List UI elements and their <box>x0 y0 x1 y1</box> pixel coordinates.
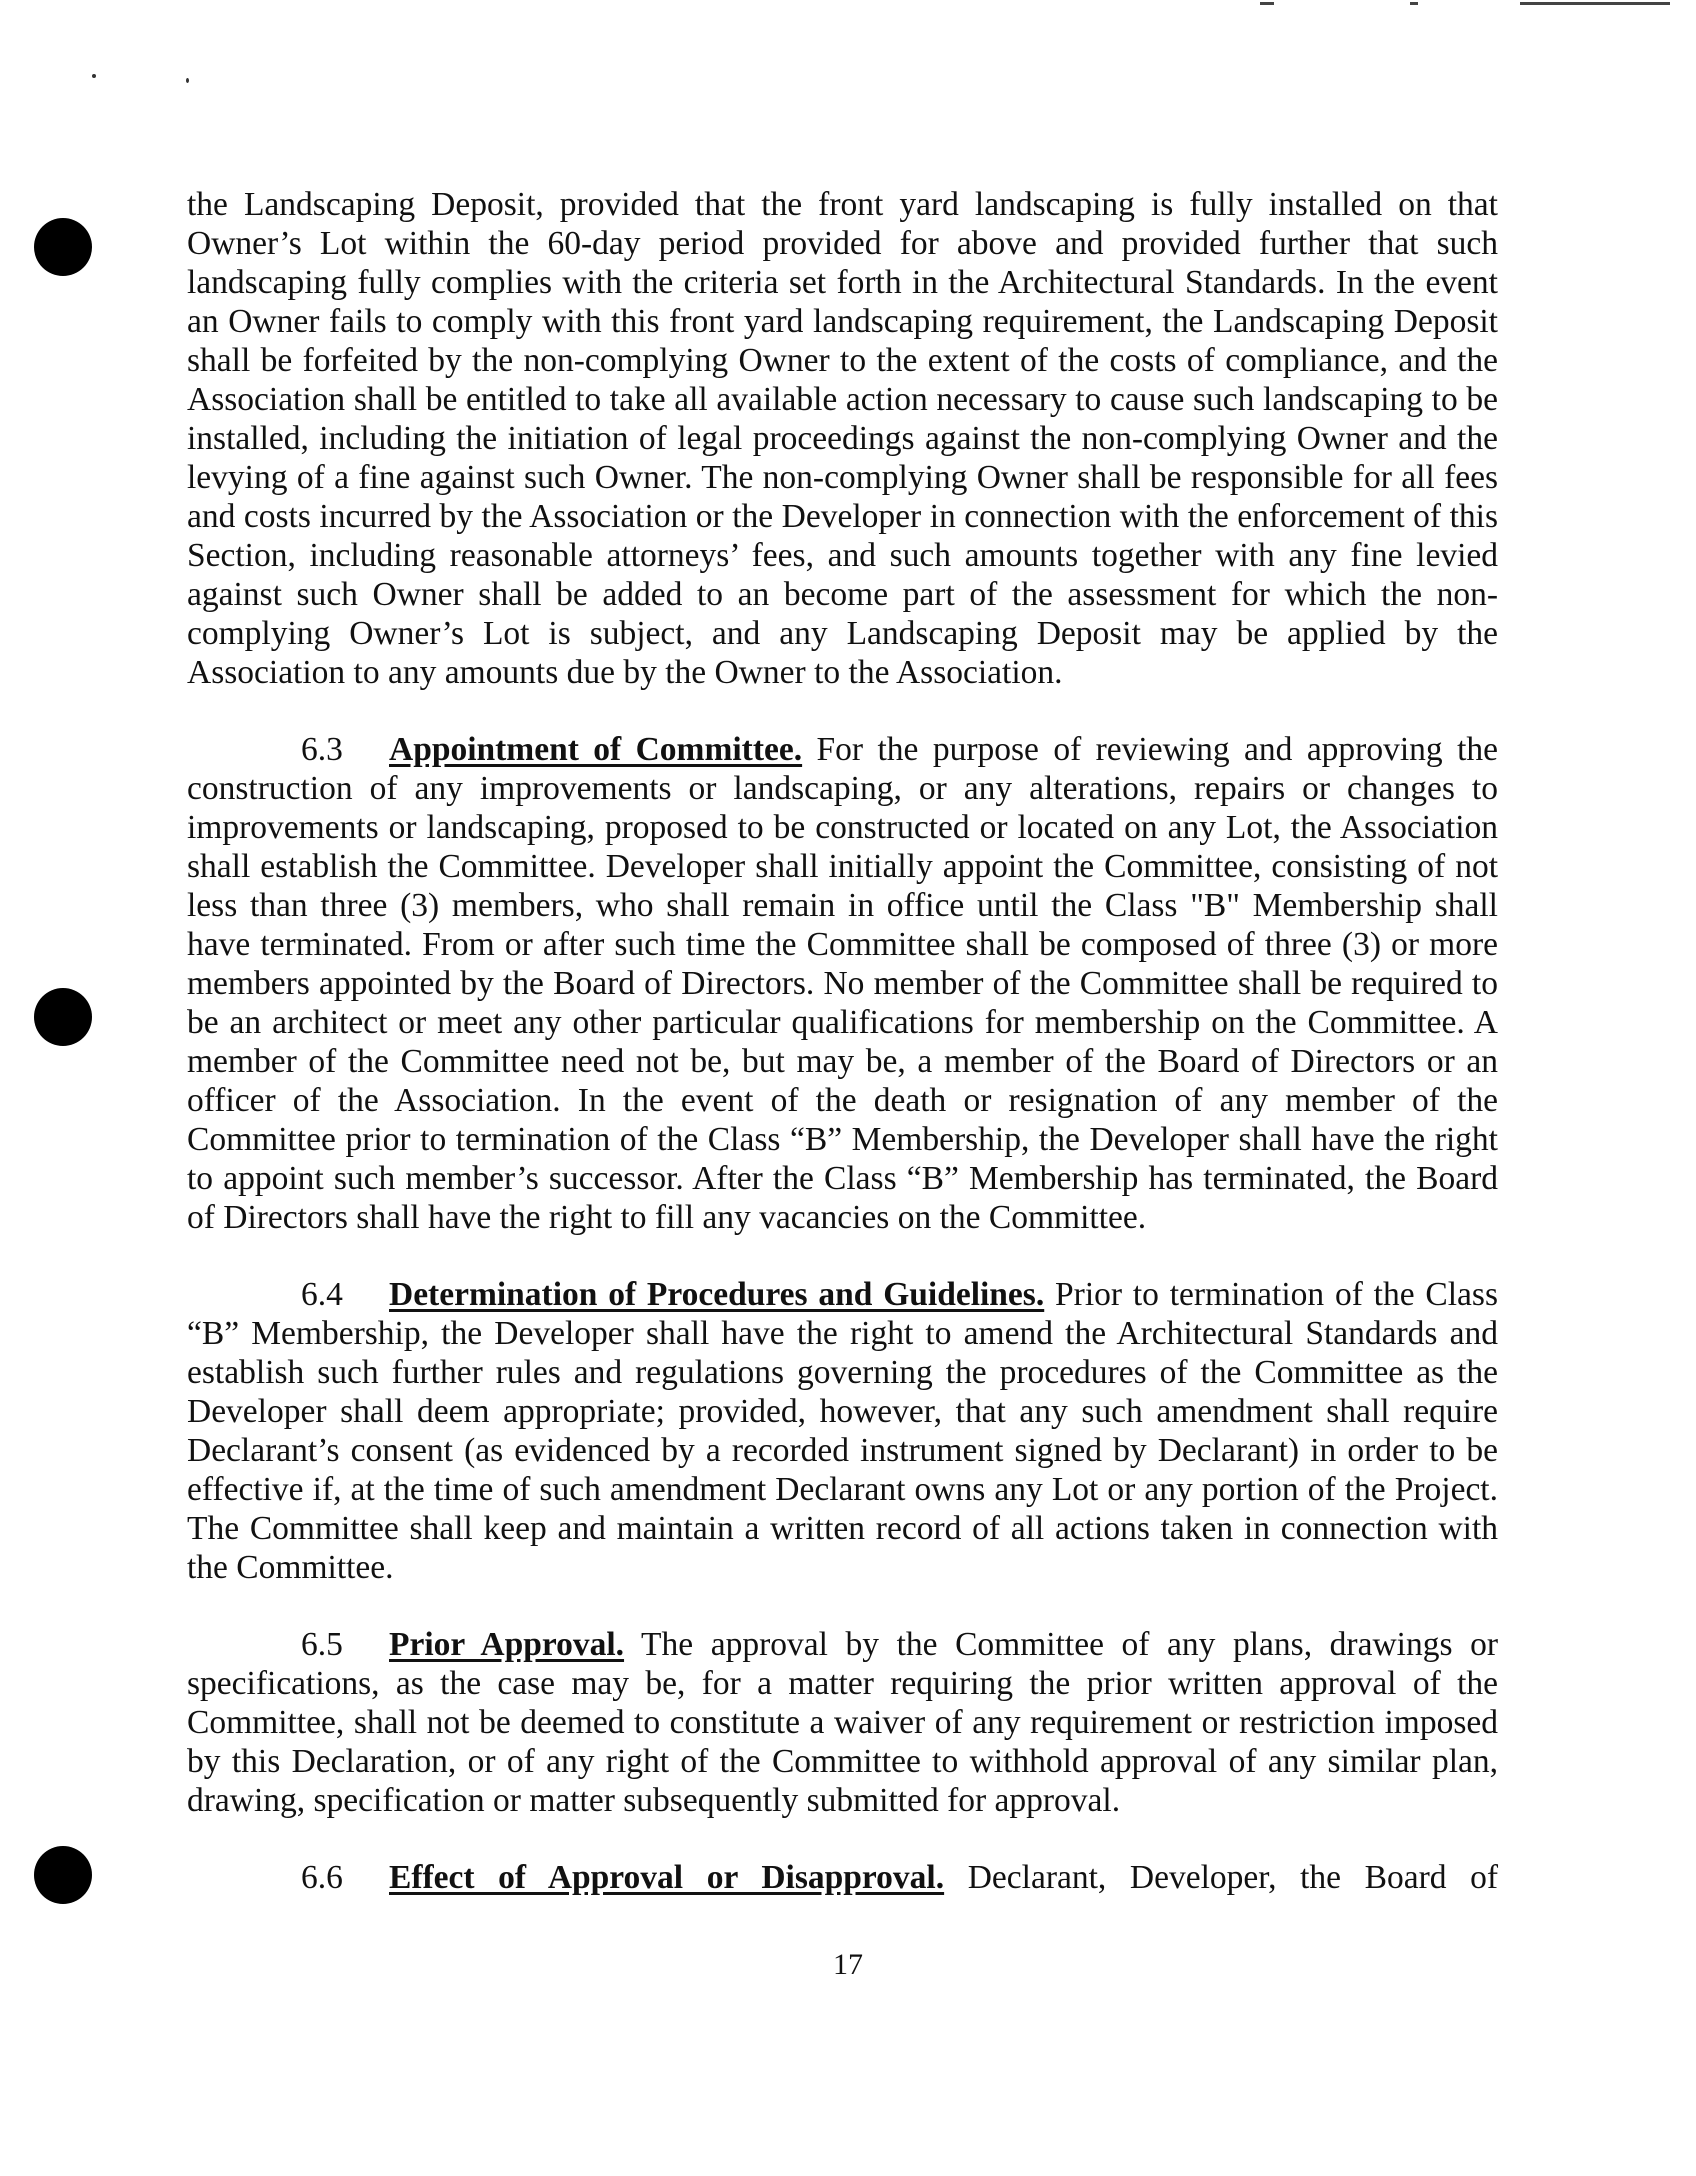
punch-hole-top <box>34 218 92 276</box>
page-number: 17 <box>833 1948 863 1981</box>
punch-hole-bottom <box>34 1846 92 1904</box>
section-text: Prior to termination of the Class “B” Membership, the Developer shall have the right to amend the Architectural Standards and establish such further rules and regulations governing the procedures of the Committee as the Developer shall deem appropriate; provided, however, that any such amendment shall require Declarant’s consent (as evidenced by a recorded instrument signed by Declarant) in order to be effective if, at the time of such amendment Declarant owns any Lot or any portion of the Project. The Committee shall keep and maintain a written record of all actions taken in connection with the Committee. <box>187 1276 1498 1586</box>
section-heading: Determination of Procedures and Guidelines. <box>389 1276 1045 1313</box>
section-number: 6.6 <box>301 1859 343 1896</box>
section-number: 6.4 <box>301 1276 343 1313</box>
paragraph-text: the Landscaping Deposit, provided that the front yard landscaping is fully installed on that Owner’s Lot within the 60-day period provided for above and provided further that such landscaping fully complies with the criteria set forth in the Architectural Standards. In the event an Owner fails to comply with this front yard landscaping requirement, the Landscaping Deposit shall be forfeited by the non-complying Owner to the extent of the costs of compliance, and the Association shall be entitled to take all available action necessary to cause such landscaping to be installed, including the initiation of legal proceedings against the non-complying Owner and the levying of a fine against such Owner. The non-complying Owner shall be responsible for all fees and costs incurred by the Association or the Developer in connection with the enforcement of this Section, including reasonable attorneys’ fees, and such amounts together with any fine levied against such Owner shall be added to an become part of the assessment for which the non-complying Owner’s Lot is subject, and any Landscaping Deposit may be applied by the Association to any amounts due by the Owner to the Association. <box>187 186 1498 691</box>
scan-edge-marks <box>1260 0 1696 10</box>
section-text: The approval by the Committee of any plans, drawings or specifications, as the case may be, for a matter requiring the prior written approval of the Committee, shall not be deemed to constitute a waiver of any requirement or restriction imposed by this Declaration, or of any right of the Committee to withhold approval of any similar plan, drawing, specification or matter subsequently submitted for approval. <box>187 1626 1498 1819</box>
scan-speck <box>92 74 96 78</box>
section-6-5 <box>187 1625 1498 1820</box>
paragraph-landscaping-deposit <box>187 185 1498 692</box>
section-6-3 <box>187 730 1498 1237</box>
section-6-4 <box>187 1275 1498 1587</box>
section-text: Declarant, Developer, the Board of <box>967 1859 1499 1896</box>
section-text: For the purpose of reviewing and approving the construction of any improvements or landscaping, or any alterations, repairs or changes to improvements or landscaping, proposed to be constructed or located on any Lot, the Association shall establish the Committee. Developer shall initially appoint the Committee, consisting of not less than three (3) members, who shall remain in office until the Class "B" Membership shall have terminated. From or after such time the Committee shall be composed of three (3) or more members appointed by the Board of Directors. No member of the Committee shall be required to be an architect or meet any other particular qualifications for membership on the Committee. A member of the Committee need not be, but may be, a member of the Board of Directors or an officer of the Association. In the event of the death or resignation of any member of the Committee prior to termination of the Class “B” Membership, the Developer shall have the right to appoint such member’s successor. After the Class “B” Membership has terminated, the Board of Directors shall have the right to fill any vacancies on the Committee. <box>187 731 1498 1236</box>
section-number: 6.5 <box>301 1626 343 1663</box>
section-6-6 <box>187 1858 1498 1897</box>
section-heading: Effect of Approval or Disapproval. <box>389 1859 945 1896</box>
section-number: 6.3 <box>301 731 343 768</box>
section-heading: Appointment of Committee. <box>389 731 803 768</box>
section-heading: Prior Approval. <box>389 1626 625 1663</box>
document-body <box>187 185 1498 1935</box>
scan-speck <box>186 78 189 83</box>
punch-hole-middle <box>34 988 92 1046</box>
